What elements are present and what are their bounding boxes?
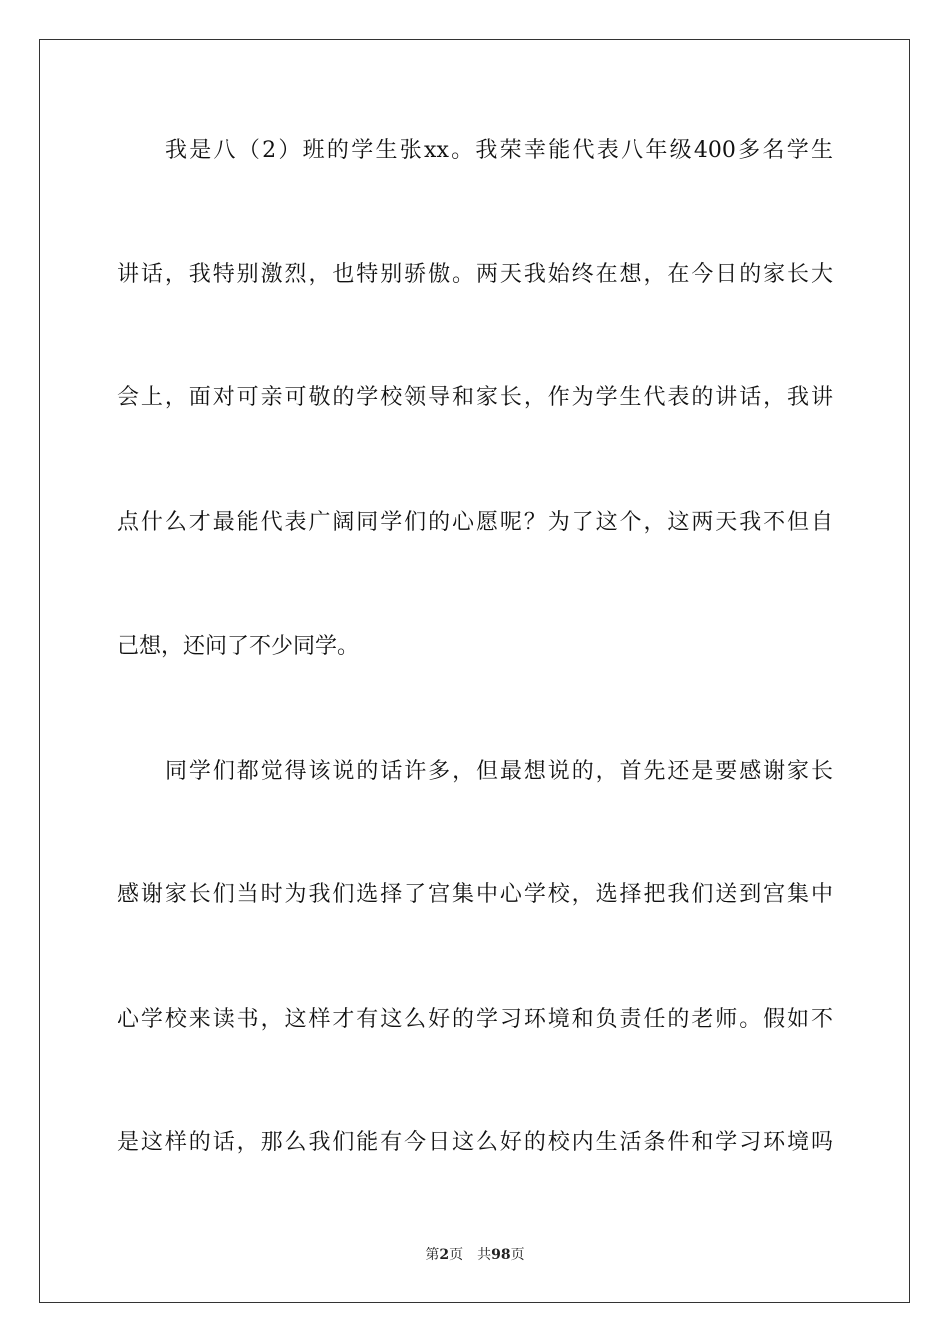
page-suffix: 页 (449, 1247, 464, 1263)
page-number: 2 (439, 1247, 450, 1263)
paragraph-1-line-3: 会上，面对可亲可敬的学校领导和家长，作为学生代表的讲话，我讲 (117, 385, 833, 410)
paragraph-2-line-1: 同学们都觉得该说的话许多，但最想说的，首先还是要感谢家长 (165, 759, 833, 784)
total-suffix: 页 (510, 1247, 525, 1263)
total-prefix: 共 (477, 1247, 492, 1263)
paragraph-2-line-3: 心学校来读书，这样才有这么好的学习环境和负责任的老师。假如不 (117, 1007, 833, 1032)
paragraph-1-line-4: 点什么才最能代表广阔同学们的心愿呢？为了这个，这两天我不但自 (117, 510, 833, 535)
paragraph-1-line-1: 我是八（2）班的学生张xx。我荣幸能代表八年级400多名学生 (165, 138, 833, 163)
paragraph-1-line-2: 讲话，我特别激烈，也特别骄傲。两天我始终在想，在今日的家长大 (117, 262, 833, 287)
page-border (39, 39, 910, 1303)
page-prefix: 第 (425, 1247, 440, 1263)
paragraph-2-line-2: 感谢家长们当时为我们选择了宫集中心学校，选择把我们送到宫集中 (117, 882, 833, 907)
paragraph-2-line-4: 是这样的话，那么我们能有今日这么好的校内生活条件和学习环境吗 (117, 1130, 833, 1155)
page-footer (0, 1245, 950, 1265)
total-pages: 98 (491, 1247, 511, 1263)
paragraph-1-line-5: 己想，还问了不少同学。 (117, 634, 360, 659)
